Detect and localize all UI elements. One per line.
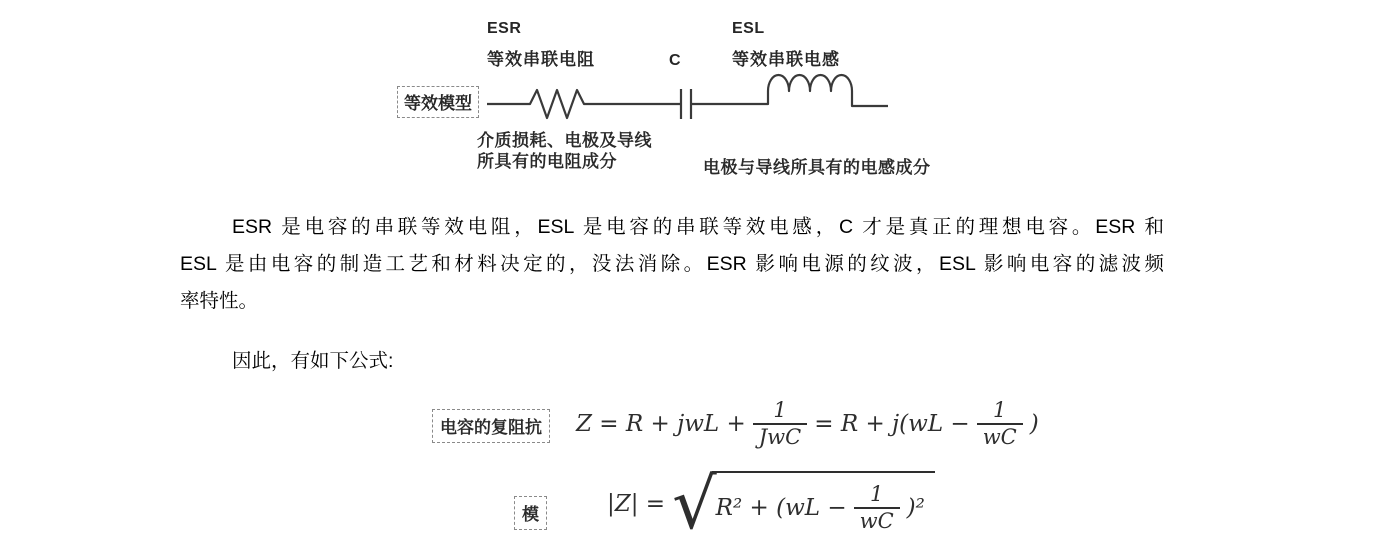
modulus-fraction [854,482,900,534]
modulus-formula-label-text: 模 [522,505,539,524]
modulus-inner-part2: )² [906,495,925,521]
circuit-inductor [691,75,888,106]
equivalent-model-box-text: 等效模型 [404,94,472,113]
capacitor-label [669,52,681,70]
modulus-formula [607,463,935,545]
esr-name-label [487,45,595,70]
impedance-formula-label-text: 电容的复阻抗 [440,418,542,437]
impedance-formula-part3: ) [1029,411,1039,437]
impedance-fraction-1-denominator: JwC [753,423,807,450]
modulus-fraction-denominator: wC [854,507,900,534]
esl-description [703,157,931,178]
body-paragraph [180,209,1164,320]
esl-name-text: 等效串联电感 [732,50,840,69]
impedance-formula-label-box [432,409,550,443]
capacitor-label-text: C [669,52,682,69]
esr-abbr-text: ESR [487,20,522,37]
paragraph-line-1: ESR 是电容的串联等效电阻，ESL 是电容的串联等效电感，C 才是真正的理想电容。ESR 和 [232,216,1164,238]
esr-description-line1: 介质损耗、电极及导线 [477,131,652,150]
paragraph-line-3: 率特性。 [180,290,259,312]
square-root-content [712,471,935,537]
intro-line: 因此，有如下公式: [232,350,394,372]
esl-abbr-label [732,20,765,38]
radical-sign: √ [672,463,717,545]
impedance-fraction-2-numerator: 1 [993,397,1007,422]
circuit-diagram [395,70,895,124]
esr-name-text: 等效串联电阻 [487,50,595,69]
impedance-formula [576,392,1039,456]
capacitor-symbol [681,89,691,119]
modulus-inner-part1: R² + (wL − [715,495,847,521]
esr-description-line2: 所具有的电阻成分 [477,152,617,171]
esr-description [477,130,652,172]
circuit-wire-and-resistor [487,90,681,118]
paragraph-line-2: ESL 是由电容的制造工艺和材料决定的，没法消除。ESR 影响电源的纹波，ESL 影响电容的滤波频 [180,253,1164,275]
modulus-fraction-numerator: 1 [869,481,884,506]
esl-name-label [732,45,840,70]
impedance-fraction-1 [753,398,807,450]
square-root [672,463,935,545]
impedance-fraction-2 [977,398,1023,450]
modulus-formula-label-box [514,496,547,530]
esl-description-text: 电极与导线所具有的电感成分 [703,158,931,177]
esl-abbr-text: ESL [732,20,765,37]
esr-abbr-label [487,20,521,38]
impedance-fraction-1-numerator: 1 [773,397,787,422]
modulus-formula-lhs: |Z| = [607,491,666,517]
impedance-formula-part2: = R + j(wL − [814,411,970,437]
impedance-fraction-2-denominator: wC [977,423,1023,450]
impedance-formula-part1: Z = R + jwL + [576,411,746,437]
